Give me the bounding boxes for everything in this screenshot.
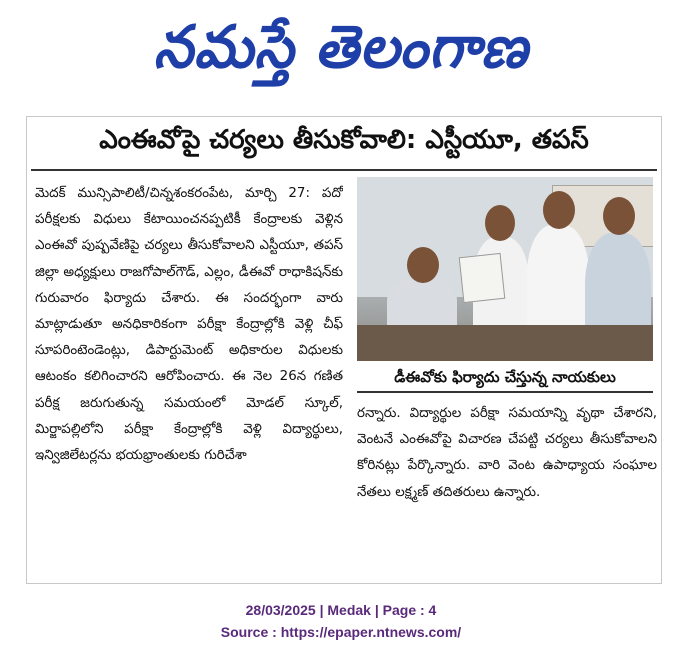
photo-desk	[357, 325, 653, 361]
article-photo	[357, 177, 653, 361]
newspaper-logo: నమస్తే తెలంగాణ	[153, 13, 529, 82]
photo-head	[407, 247, 439, 283]
photo-complaint-paper	[459, 253, 506, 303]
article-headline: ఎంఈవోపై చర్యలు తీసుకోవాలి: ఎస్టీయూ, తపస్	[31, 117, 657, 171]
photo-head	[603, 197, 635, 235]
photo-head	[543, 191, 575, 229]
photo-caption: డీఈవోకు ఫిర్యాదు చేస్తున్న నాయకులు	[357, 363, 653, 393]
footer-source: Source : https://epaper.ntnews.com/	[220, 624, 462, 640]
article-body-left: మెదక్ మున్సిపాలిటీ/చిన్నశంకరంపేట, మార్చి 27: పదో పరీక్షలకు విధులు కేటాయించనప్పటికీ కేంద్రాలకు వెళ్లిన ఎంఈవో పుష్పవేణిపై చర్యలు తీసుకోవాలని ఎస్టీయూ, తపస్ జిల్లా అధ్యక్షులు రాజగోపాల్‌గౌడ్, ఎల్లం, డీఈవో రాధాకిషన్‌కు గురువారం ఫిర్యాదు చేశారు. ఈ సందర్భంగా వారు మాట్లాడుతూ అనధికారికంగా పరీక్షా కేంద్రాల్లోకి వెళ్లి చీఫ్ సూపరింటెండెంట్లు, డిపార్టుమెంట్ అధికారుల విధులకు ఆటంకం కలిగించారని ఆరోపించారు. ఈ నెల 26న గణిత పరీక్ష జరుగుతున్న సమయంలో మోడల్ స్కూల్, మిర్జాపల్లిలోని పరీక్షా కేంద్రాల్లోకి వెళ్లి విద్యార్థులు, ఇన్విజిలేటర్లను భయభ్రాంతులకు గురిచేశా	[35, 186, 343, 464]
masthead	[0, 6, 682, 96]
article-body-right: రన్నారు. విద్యార్థుల పరీక్షా సమయాన్ని వృథా చేశారని, వెంటనే ఎంఈవోపై విచారణ చేపట్టి చర్యలు తీసుకోవాలని కోరినట్లు పేర్కొన్నారు. వారి వెంట ఉపాధ్యాయ సంఘాల నేతలు లక్ష్మణ్ తదితరులు ఉన్నారు.	[357, 406, 657, 500]
news-clipping	[26, 116, 662, 584]
footer-date-edition: 28/03/2025 | Medak | Page : 4	[245, 602, 437, 618]
photo-head	[485, 205, 515, 241]
